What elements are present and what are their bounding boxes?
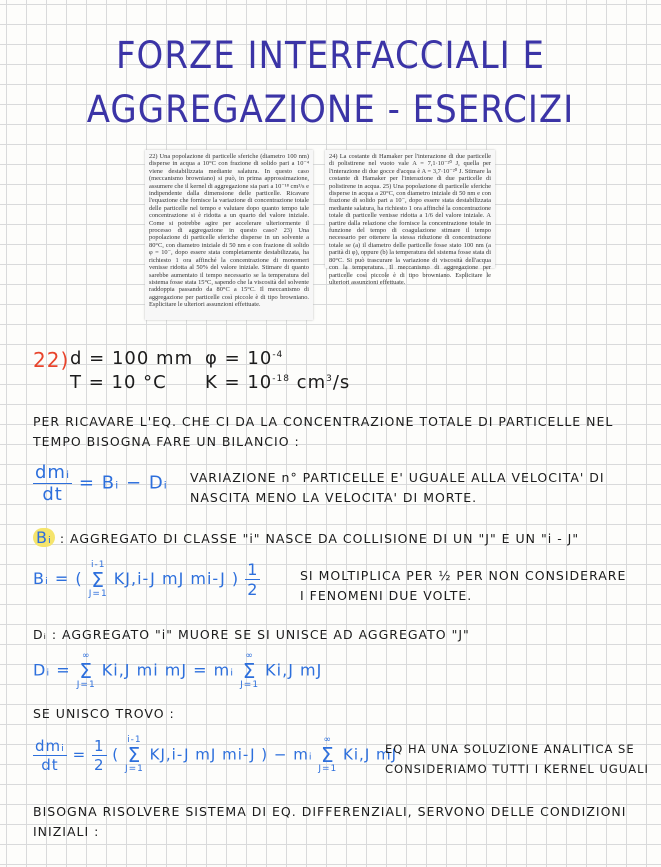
combine-text: SE UNISCO TROVO : bbox=[33, 706, 175, 721]
notes-paragraph-1b: TEMPO BISOGNA FARE UN BILANCIO : bbox=[33, 434, 300, 449]
balance-explanation-1: VARIAZIONE n° PARTICELLE E' UGUALE ALLA VELOCITA' DI bbox=[190, 470, 605, 485]
diameter-value: d = 100 mm bbox=[70, 348, 194, 369]
scanned-exercises-left: 22) Una popolazione di particelle sferiche (diametro 100 nm) disperse in acqua a 10°C con frazione di solido pari a 10⁻⁴ viene destabilizzata mediante salatura. In questo caso (meccanismo browniano) si può, in prima approssimazione, assumere che il kernel di aggregazione sia pari a 10⁻¹⁸ cm³/s e indipendente dalla dimensione delle particelle. Ricavare l'equazione che fornisce la variazione di concentrazione totale delle particelle nel tempo e valutare dopo quanto tempo tale concentrazione si è ridotta a un quarto del valore iniziale. Come si potrebbe agire per accelerare ulteriormente il processo di aggregazione in questo caso? 23) Una popolazione di particelle sferiche disperse in un solvente a 80°C, con diametro iniziale di 50 nm e con frazione di solido φ = 10⁻, dopo essere stata completamente destabilizzata, ha richiesto 1 ora affinché la concentrazione di monomeri venisse ridotta al 50% del valore iniziale. Stimare di quanto sarebbe aumentato il tempo necessario se la temperatura del sistema fosse stata 15°C, sapendo che la viscosità del solvente raddoppia passando da 80°C a 15°C. Il meccanismo di aggregazione per particelle così piccole è di tipo browniano. Esplicitare le ulteriori assunzioni effettuate. bbox=[145, 150, 313, 320]
analytic-note-2: CONSIDERIAMO TUTTI I KERNEL UGUALI bbox=[385, 762, 649, 776]
problem-number: 22) bbox=[33, 348, 70, 372]
scanned-exercises-right: 24) La costante di Hamaker per l'interazione di due particelle di polistirene nel vuoto vale A = 7,1·10⁻²⁰ J, quella per l'interazione di due gocce d'acqua è A = 3,7·10⁻²⁰ J. Stimare la costante di Hamaker per l'interazione di due particelle di polistirene in acqua. 25) Una popolazione di particelle sferiche disperse in acqua a 20°C, con diametro iniziale di 50 nm e con frazione di solido pari a 10⁻, dopo essere stata destabilizzata mediante salatura, ha richiesto 1 ora affinché la concentrazione totale di particelle venisse ridotta a 1/6 del valore iniziale. A partire dalla relazione che fornisce la concentrazione totale in funzione del tempo di coagulazione stimare il tempo necessario per ottenere la stessa riduzione di concentrazione totale se (a) il diametro delle particelle fosse stato 100 nm (a parità di φ), oppure (b) la temperatura del sistema fosse stata di 80°C. Si può trascurare la variazione di viscosità dell'acqua con la temperatura. Il meccanismo di aggregazione per particelle così piccole è di tipo browniano. Esplicitare le ulteriori assunzioni effettuate. bbox=[325, 150, 495, 268]
kernel-value: $K = 10^{-18}$ $cm^3/s$ bbox=[205, 372, 351, 393]
death-equation: Dᵢ = ∞ Σ J=1 Ki,J mi mJ = mᵢ ∞ Σ J=1 Ki,J mJ bbox=[33, 651, 323, 690]
birth-note-1: SI MOLTIPLICA PER ½ PER NON CONSIDERARE bbox=[300, 568, 627, 583]
population-balance-equation: $\frac{\text{dmᵢ}}{dt}$ = $\frac{1}{2}$ ( i-1 Σ J=1 KJ,i-J mJ mi-J ) − mᵢ ∞ Σ J=1 Ki,J mJ bbox=[35, 735, 398, 774]
page-title-line1: FORZE INTERFACCIALI E bbox=[116, 34, 545, 78]
notes-paragraph-1: PER RICAVARE L'EQ. CHE CI DA LA CONCENTRAZIONE TOTALE DI PARTICELLE NEL bbox=[33, 414, 614, 429]
temperature-value: T = 10 °C bbox=[70, 372, 167, 393]
page-title-line2: AGGREGAZIONE - ESERCIZI bbox=[86, 88, 575, 132]
birth-definition: Bᵢ : AGGREGATO DI CLASSE "i" NASCE DA COLLISIONE DI UN "J" E UN "i - J" bbox=[33, 528, 579, 547]
birth-equation: Bᵢ = ( i-1 Σ J=1 KJ,i-J mJ mi-J ) $\frac{1}{2}$ bbox=[33, 559, 259, 599]
final-paragraph-1: BISOGNA RISOLVERE SISTEMA DI EQ. DIFFERENZIALI, SERVONO DELLE CONDIZIONI bbox=[33, 804, 627, 819]
birth-label: Bᵢ bbox=[33, 528, 55, 547]
analytic-note-1: EQ HA UNA SOLUZIONE ANALITICA SE bbox=[385, 742, 635, 756]
balance-explanation-2: NASCITA MENO LA VELOCITA' DI MORTE. bbox=[190, 490, 478, 505]
final-paragraph-2: INIZIALI : bbox=[33, 824, 100, 839]
birth-note-2: I FENOMENI DUE VOLTE. bbox=[300, 588, 473, 603]
balance-equation: $\frac{\text{dmᵢ}}{dt}$ = Bᵢ − Dᵢ bbox=[35, 462, 168, 505]
solid-fraction-value: $\varphi = 10^{-4}$ bbox=[205, 348, 284, 369]
death-definition: Dᵢ : AGGREGATO "i" MUORE SE SI UNISCE AD AGGREGATO "J" bbox=[33, 627, 470, 642]
